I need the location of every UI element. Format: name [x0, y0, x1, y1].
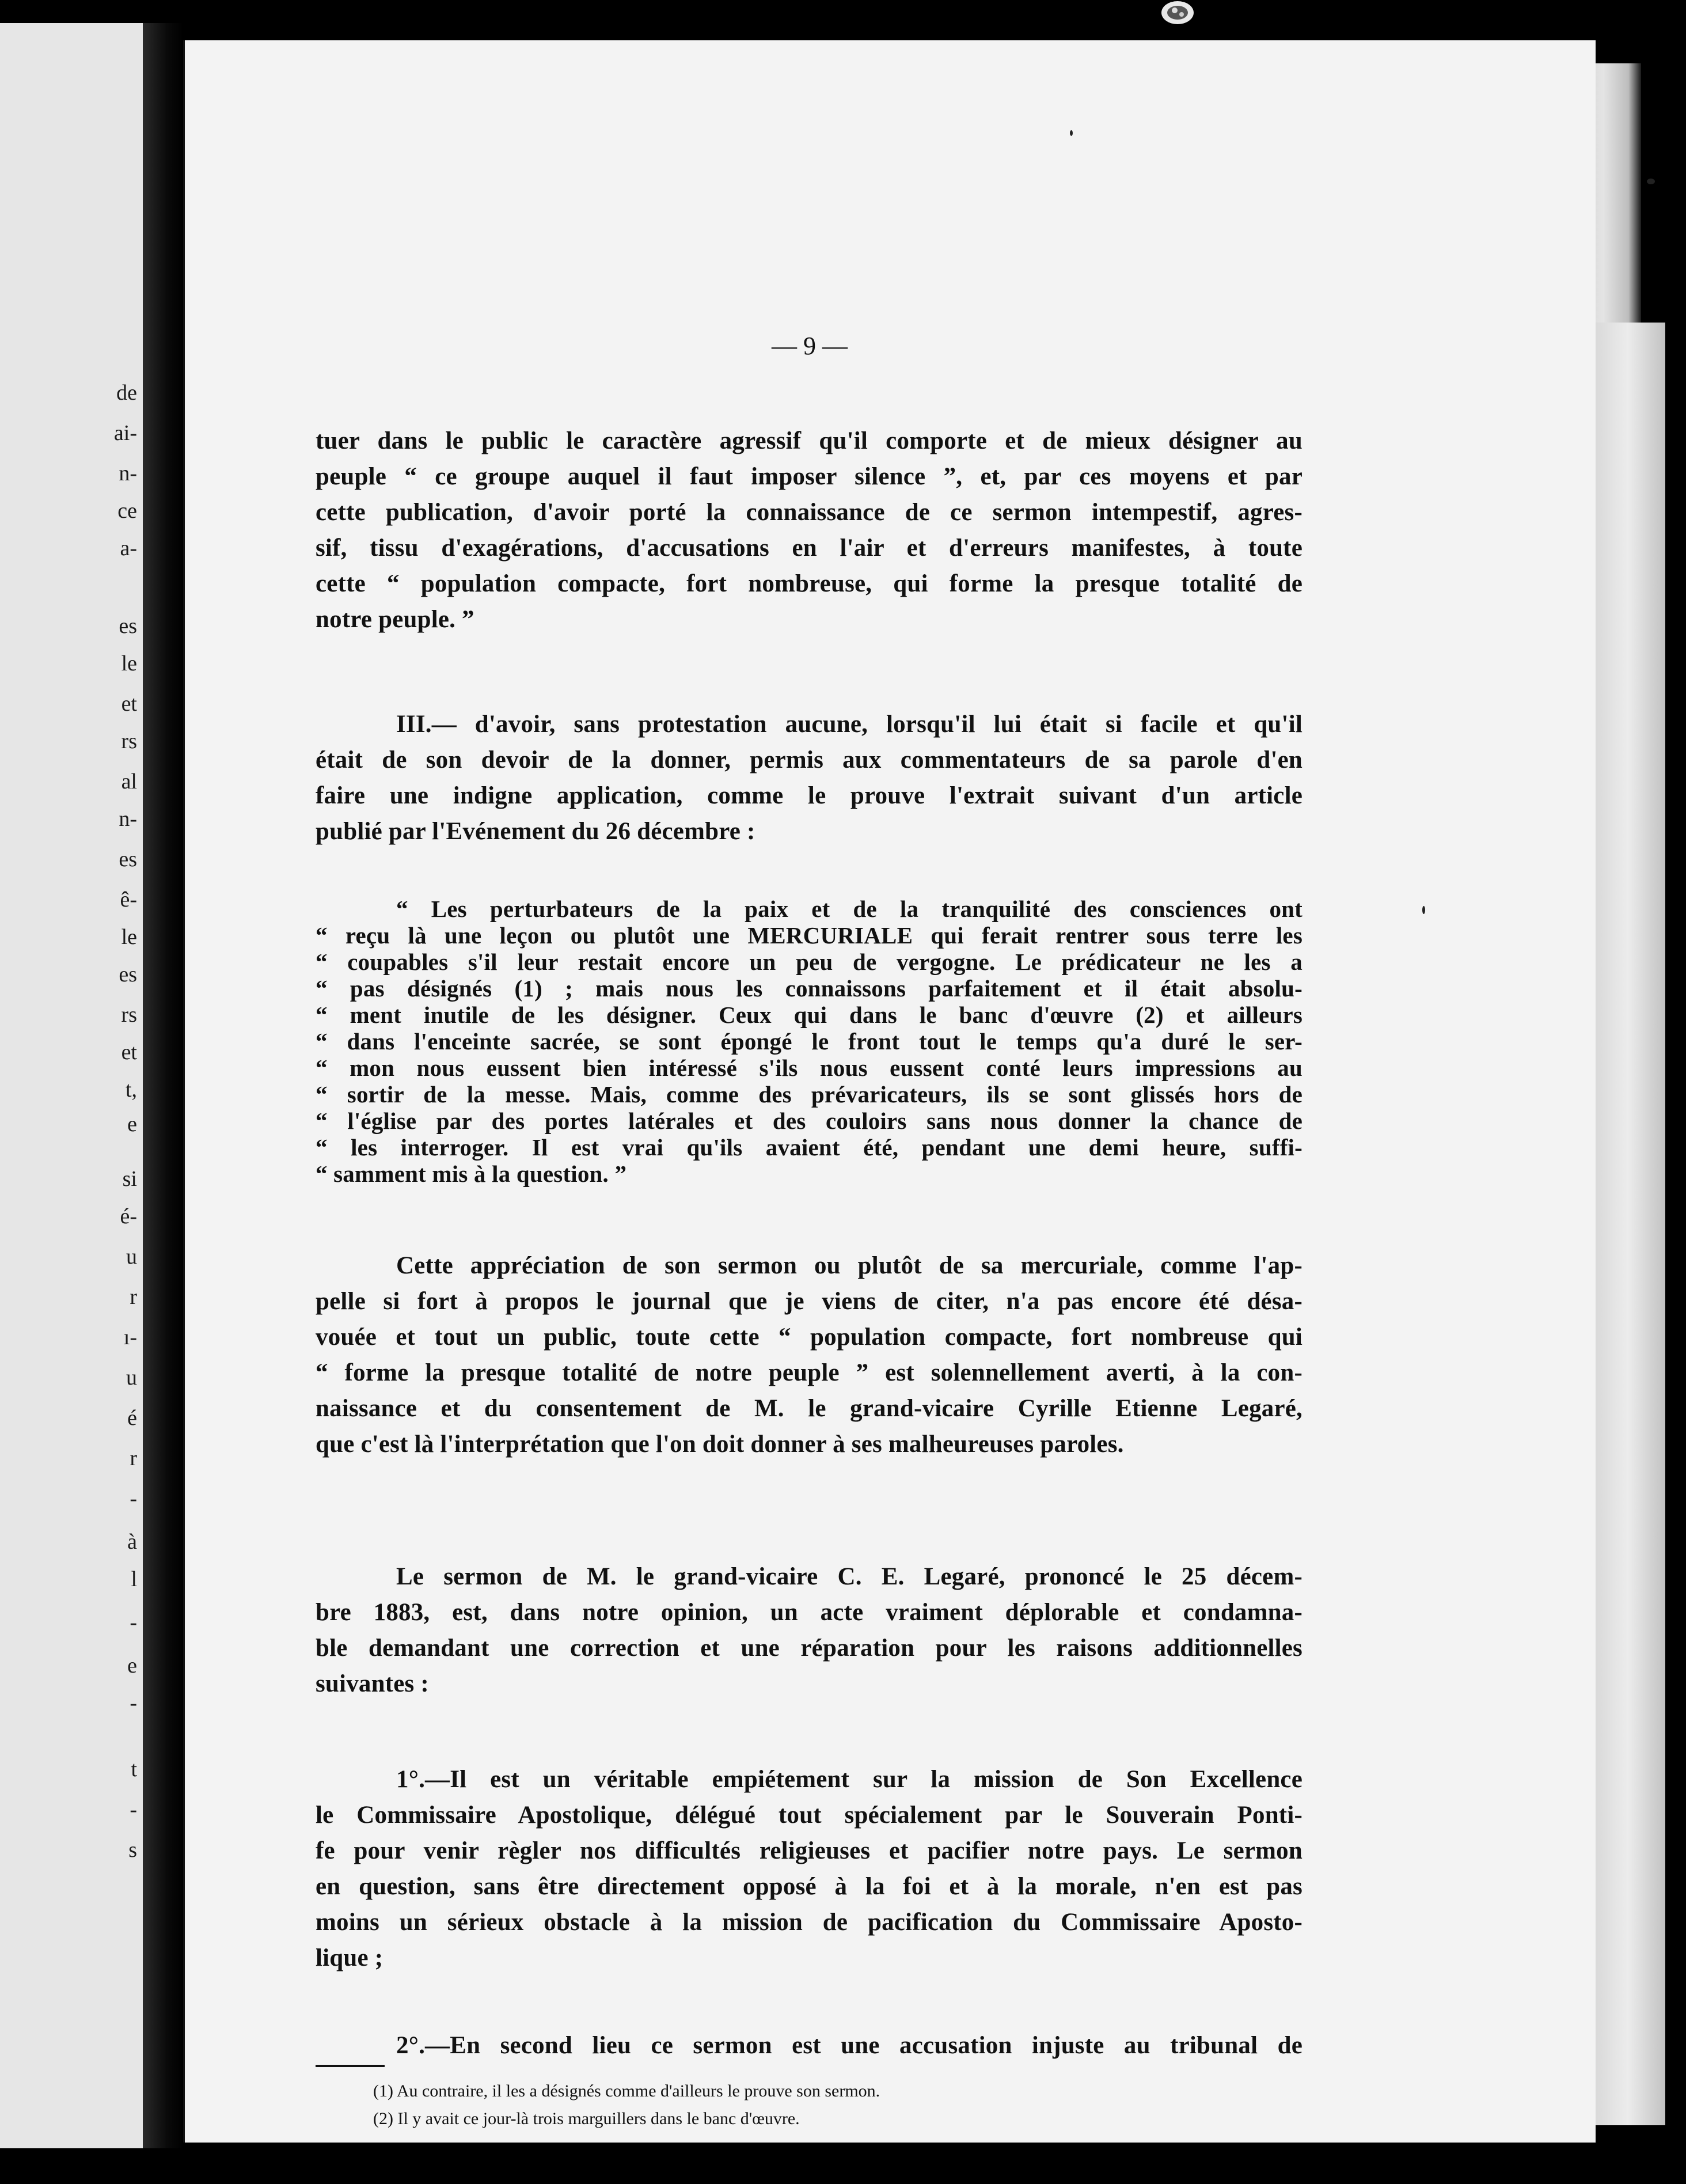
text-line: bre 1883, est, dans notre opinion, un acte vraiment déplorable et condamna- — [316, 1599, 1303, 1626]
paragraph-1 — [316, 423, 1303, 638]
speck — [1422, 906, 1425, 914]
footnotes — [316, 2077, 1303, 2133]
left-page-fragment: é- — [120, 1204, 137, 1228]
text-line: notre peuple. ” — [316, 606, 474, 633]
text-line: “ pas désignés (1) ; mais nous les connaissons parfaitement et il était absolu- — [316, 975, 1303, 1002]
text-line: “ Les perturbateurs de la paix et de la tranquilité des consciences ont — [396, 896, 1303, 922]
text-line: tuer dans le public le caractère agressif qu'il comporte et de mieux désigner au — [316, 427, 1303, 454]
text-line: vouée et tout un public, toute cette “ population compacte, fort nombreuse qui — [316, 1324, 1303, 1351]
left-page-fragment: et — [121, 1040, 137, 1064]
text-line: lique ; — [316, 1944, 383, 1971]
left-page-fragment: n- — [119, 807, 137, 831]
left-page-fragment: e — [127, 1654, 137, 1678]
text-line: “ ment inutile de les désigner. Ceux qui dans le banc d'œuvre (2) et ailleurs — [316, 1002, 1303, 1028]
paragraph-3 — [316, 1248, 1303, 1462]
speck — [1070, 130, 1073, 136]
paragraph-6 — [316, 2028, 1303, 2064]
left-page-fragment: - — [130, 1798, 137, 1822]
left-page-fragment: es — [119, 962, 137, 987]
document-body — [316, 331, 1303, 2133]
left-page-text-fragments — [0, 23, 143, 2148]
page-number: — 9 — — [772, 332, 848, 360]
binding-clip-icon — [1157, 0, 1198, 30]
left-page-fragment: e — [127, 1112, 137, 1136]
text-line: était de son devoir de la donner, permis aux commentateurs de sa parole d'en — [316, 746, 1303, 774]
text-line: peuple “ ce groupe auquel il faut imposer silence ”, et, par ces moyens et par — [316, 463, 1303, 490]
text-line: en question, sans être directement opposé à la foi et à la morale, n'en est pas — [316, 1873, 1303, 1900]
footnote: (2) Il y avait ce jour-là trois marguillers dans le banc d'œuvre. — [373, 2109, 800, 2128]
left-page-fragment: rs — [121, 1003, 137, 1027]
text-line: sif, tissu d'exagérations, d'accusations en l'air et d'erreurs manifestes, à toute — [316, 534, 1303, 562]
paragraph-5 — [316, 1762, 1303, 1976]
left-page-fragment: es — [119, 847, 137, 871]
text-line: 2°.—En second lieu ce sermon est une accusation injuste au tribunal de — [396, 2032, 1303, 2059]
left-page-fragment: r — [130, 1285, 137, 1309]
text-line: “ dans l'enceinte sacrée, se sont épongé le front tout le temps qu'a duré le ser- — [316, 1028, 1303, 1055]
book-gutter-shadow — [143, 23, 183, 2148]
text-line: “ sortir de la messe. Mais, comme des prévaricateurs, ils se sont glissés hors de — [316, 1081, 1303, 1108]
right-page-edges-lower — [1589, 323, 1665, 2125]
left-page-fragment: al — [121, 769, 137, 794]
text-line: “ coupables s'il leur restait encore un peu de vergogne. Le prédicateur ne les a — [316, 949, 1303, 975]
text-line: naissance et du consentement de M. le grand-vicaire Cyrille Etienne Legaré, — [316, 1395, 1303, 1422]
left-page-fragment: ai- — [113, 421, 137, 445]
left-page-fragment: l — [131, 1567, 137, 1591]
speck — [1647, 179, 1655, 184]
text-line: “ samment mis à la question. ” — [316, 1161, 627, 1187]
left-page-fragment: - — [130, 1691, 137, 1715]
text-line: Cette appréciation de son sermon ou plutôt de sa mercuriale, comme l'ap- — [396, 1252, 1303, 1279]
left-page-fragment: t — [131, 1757, 137, 1781]
text-line: que c'est là l'interprétation que l'on doit donner à ses malheureuses paroles. — [316, 1431, 1124, 1458]
left-page-fragment: si — [122, 1167, 137, 1191]
left-page-fragment: - — [130, 1487, 137, 1511]
left-page-fragment: r — [130, 1446, 137, 1470]
text-line: suivantes : — [316, 1670, 429, 1697]
left-page-fragment: s — [128, 1838, 137, 1862]
text-line: le Commissaire Apostolique, délégué tout spécialement par le Souverain Ponti- — [316, 1802, 1303, 1829]
text-line: ble demandant une correction et une réparation pour les raisons additionnelles — [316, 1635, 1303, 1662]
left-page-fragment: é — [127, 1406, 137, 1430]
text-line: “ l'église par des portes latérales et des couloirs sans nous donner la chance de — [316, 1108, 1303, 1134]
text-line: fe pour venir règler nos difficultés religieuses et pacifier notre pays. Le sermon — [316, 1837, 1303, 1864]
text-line: cette publication, d'avoir porté la connaissance de ce sermon intempestif, agres- — [316, 499, 1303, 526]
left-facing-page — [0, 23, 144, 2148]
left-page-fragment: es — [119, 614, 137, 638]
text-line: publié par l'Evénement du 26 décembre : — [316, 818, 755, 845]
paragraph-4 — [316, 1559, 1303, 1702]
paragraph-2 — [316, 707, 1303, 850]
footnote-rule — [316, 2065, 385, 2067]
text-line: faire une indigne application, comme le prouve l'extrait suivant d'un article — [316, 782, 1303, 809]
left-page-fragment: à — [127, 1530, 137, 1554]
left-page-fragment: ce — [117, 499, 137, 523]
text-line: moins un sérieux obstacle à la mission de pacification du Commissaire Aposto- — [316, 1909, 1303, 1936]
text-line: cette “ population compacte, fort nombreuse, qui forme la presque totalité de — [316, 570, 1303, 597]
left-page-fragment: ı- — [123, 1325, 137, 1349]
left-page-fragment: le — [121, 651, 137, 676]
left-page-fragment: - — [130, 1610, 137, 1635]
text-line: “ forme la presque totalité de notre peuple ” est solennellement averti, à la con- — [316, 1359, 1303, 1386]
left-page-fragment: u — [126, 1366, 137, 1390]
left-page-fragment: u — [126, 1245, 137, 1269]
left-page-fragment: n- — [119, 461, 137, 486]
text-line: Le sermon de M. le grand-vicaire C. E. Legaré, prononcé le 25 décem- — [396, 1563, 1303, 1590]
text-line: III.— d'avoir, sans protestation aucune, lorsqu'il lui était si facile et qu'il — [396, 711, 1303, 738]
left-page-fragment: t, — [125, 1078, 137, 1102]
text-line: “ les interroger. Il est vrai qu'ils avaient été, pendant une demi heure, suffi- — [316, 1134, 1303, 1161]
left-page-fragment: de — [116, 381, 137, 405]
left-page-fragment: le — [121, 925, 137, 949]
footnote: (1) Au contraire, il les a désignés comme d'ailleurs le prouve son sermon. — [373, 2081, 880, 2100]
left-page-fragment: et — [121, 692, 137, 716]
text-line: 1°.—Il est un véritable empiétement sur la mission de Son Excellence — [396, 1766, 1303, 1793]
block-quote — [316, 896, 1303, 1187]
text-line: “ reçu là une leçon ou plutôt une MERCURIALE qui ferait rentrer sous terre les — [316, 922, 1303, 949]
left-page-fragment: a- — [120, 536, 137, 560]
left-page-fragment: ê- — [120, 888, 137, 912]
text-line: “ mon nous eussent bien intéressé s'ils nous eussent conté leurs impressions au — [316, 1055, 1303, 1081]
left-page-fragment: rs — [121, 729, 137, 753]
text-line: pelle si fort à propos le journal que je viens de citer, n'a pas encore été désa- — [316, 1288, 1303, 1315]
